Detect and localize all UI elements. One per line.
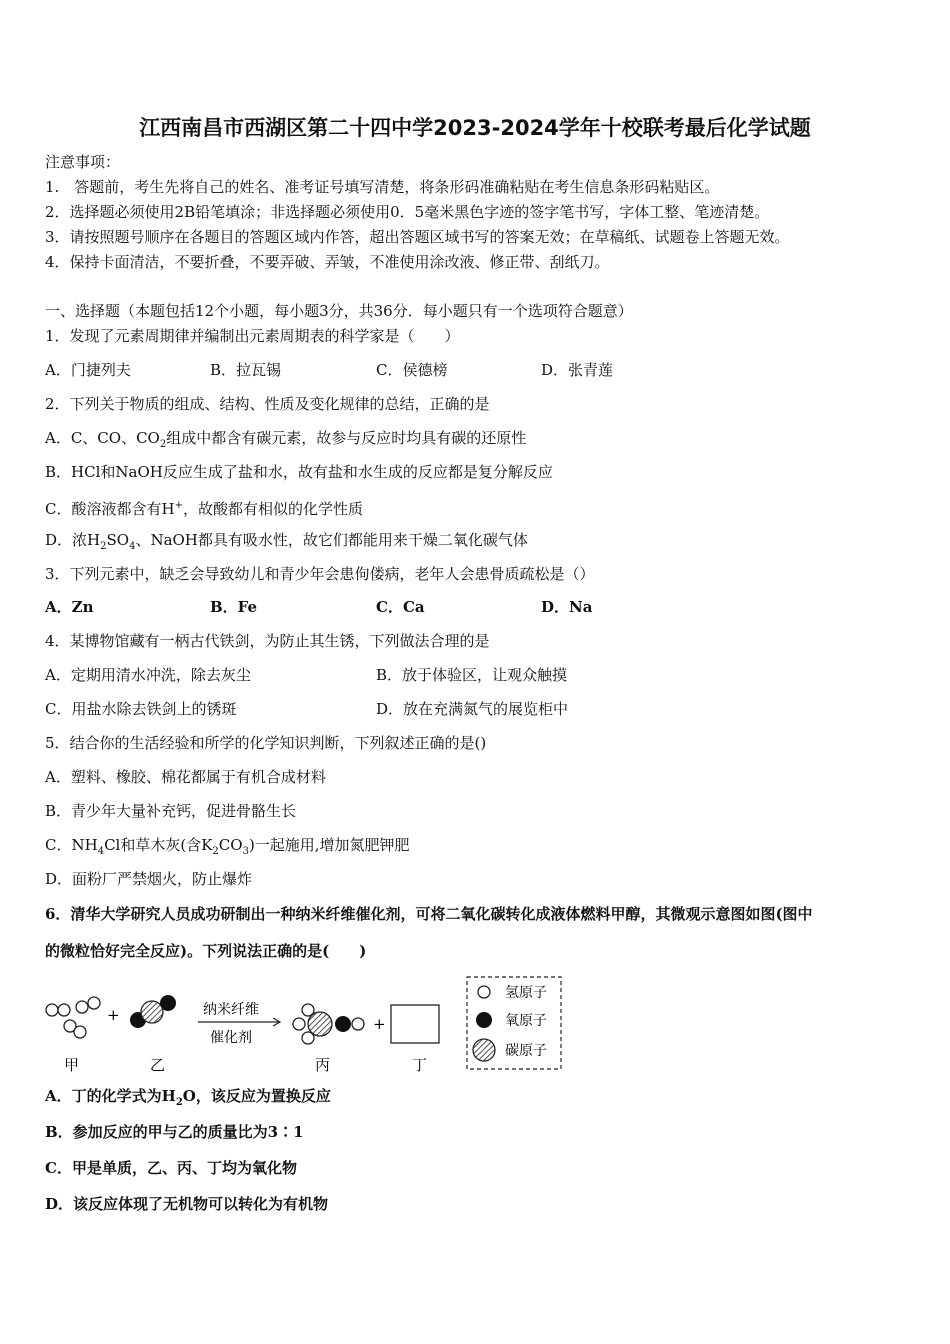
legend-hydrogen-symbol: [478, 986, 490, 998]
q4-option-b: B．放于体验区，让观众触摸: [376, 666, 568, 684]
q3-option-b: B．Fe: [210, 598, 258, 616]
q2-option-b: B．HCl和NaOH反应生成了盐和水，故有盐和水生成的反应都是复分解反应: [45, 463, 553, 481]
legend-carbon-label: 碳原子: [505, 1043, 547, 1059]
q3-option-c: C．Ca: [376, 598, 425, 616]
legend-carbon-symbol: [473, 1039, 495, 1061]
product-bing-molecule: [293, 1004, 364, 1044]
catalyst-label-top: 纳米纤维: [203, 1002, 259, 1018]
reactant-jia-molecules: [46, 997, 100, 1038]
q2-stem: 2．下列关于物质的组成、结构、性质及变化规律的总结，正确的是: [45, 395, 490, 413]
q6-option-b: B．参加反应的甲与乙的质量比为3∶1: [45, 1123, 304, 1141]
plus-sign-2: +: [373, 1015, 386, 1033]
q6-option-c: C．甲是单质，乙、丙、丁均为氧化物: [45, 1159, 297, 1177]
legend-oxygen-symbol: [476, 1012, 492, 1028]
q1-option-a: A．门捷列夫: [45, 361, 131, 379]
legend-oxygen-label: 氧原子: [505, 1013, 547, 1029]
plus-sign-1: +: [107, 1006, 120, 1024]
q1-option-d: D．张青莲: [541, 361, 614, 379]
notice-item-1: 1. 答题前，考生先将自己的姓名、准考证号填写清楚，将条形码准确粘贴在考生信息条形码粘贴区。: [45, 178, 720, 196]
notice-item-3: 3．请按照题号顺序在各题目的答题区域内作答，超出答题区域书写的答案无效；在草稿纸、试题卷上答题无效。: [45, 228, 790, 246]
label-ding: 丁: [412, 1056, 428, 1074]
q5-option-d: D．面粉厂严禁烟火，防止爆炸: [45, 870, 253, 888]
q4-option-a: A．定期用清水冲洗，除去灰尘: [45, 666, 251, 684]
q1-option-c: C．侯德榜: [376, 361, 448, 379]
q5-option-a: A．塑料、橡胶、棉花都属于有机合成材料: [45, 768, 326, 786]
label-bing: 丙: [315, 1056, 331, 1074]
reactant-yi-molecule: [130, 995, 176, 1028]
label-jia: 甲: [64, 1056, 80, 1074]
q2-option-d: D．浓$H_2SO_4$、NaOH都具有吸水性，故它们都能用来干燥二氧化碳气体: [45, 531, 528, 552]
reaction-diagram: [40, 972, 570, 1082]
section-heading: 一、选择题（本题包括12个小题，每小题3分，共36分．每小题只有一个选项符合题意）: [45, 302, 633, 320]
page-title: 江西南昌市西湖区第二十四中学2023-2024学年十校联考最后化学试题: [139, 116, 811, 140]
q1-stem: 1．发现了元素周期律并编制出元素周期表的科学家是（ ）: [45, 327, 460, 345]
q3-option-a: A．Zn: [45, 598, 94, 616]
q2-option-c: C．酸溶液都含有H+，故酸都有相似的化学性质: [45, 500, 363, 518]
q4-option-c: C．用盐水除去铁剑上的锈斑: [45, 700, 237, 718]
catalyst-label-bottom: 催化剂: [210, 1030, 252, 1046]
q5-option-c: C．$NH_4Cl$和草木灰(含$K_2CO_3$)一起施用,增加氮肥钾肥: [45, 836, 410, 857]
legend-hydrogen-label: 氢原子: [505, 985, 547, 1001]
q4-stem: 4．某博物馆藏有一柄古代铁剑，为防止其生锈，下列做法合理的是: [45, 632, 490, 650]
q6-option-a: A．丁的化学式为$H_2O$，该反应为置换反应: [45, 1087, 331, 1108]
q3-stem: 3．下列元素中，缺乏会导致幼儿和青少年会患佝偻病，老年人会患骨质疏松是（）: [45, 565, 595, 583]
q4-option-d: D．放在充满氮气的展览柜中: [376, 700, 569, 718]
q5-stem: 5．结合你的生活经验和所学的化学知识判断，下列叙述正确的是(): [45, 734, 487, 752]
q6-stem-line1: 6．清华大学研究人员成功研制出一种纳米纤维催化剂，可将二氧化碳转化成液体燃料甲醇，其微观示意图如图(图中: [45, 905, 813, 923]
q5-option-b: B．青少年大量补充钙，促进骨骼生长: [45, 802, 297, 820]
notice-item-4: 4．保持卡面清洁，不要折叠，不要弄破、弄皱，不准使用涂改液、修正带、刮纸刀。: [45, 253, 610, 271]
q1-option-b: B．拉瓦锡: [210, 361, 282, 379]
label-yi: 乙: [150, 1056, 166, 1074]
q2-option-a: A．C、CO、$CO_2$组成中都含有碳元素，故参与反应时均具有碳的还原性: [45, 429, 527, 450]
q6-stem-line2: 的微粒恰好完全反应)。下列说法正确的是( ): [45, 942, 367, 960]
notice-heading: 注意事项：: [45, 153, 121, 171]
product-ding-box: [391, 1005, 439, 1043]
q6-option-d: D．该反应体现了无机物可以转化为有机物: [45, 1195, 329, 1213]
q3-option-d: D．Na: [541, 598, 593, 616]
notice-item-2: 2．选择题必须使用2B铅笔填涂；非选择题必须使用0．5毫米黑色字迹的签字笔书写，字体工整、笔迹清楚。: [45, 203, 770, 221]
